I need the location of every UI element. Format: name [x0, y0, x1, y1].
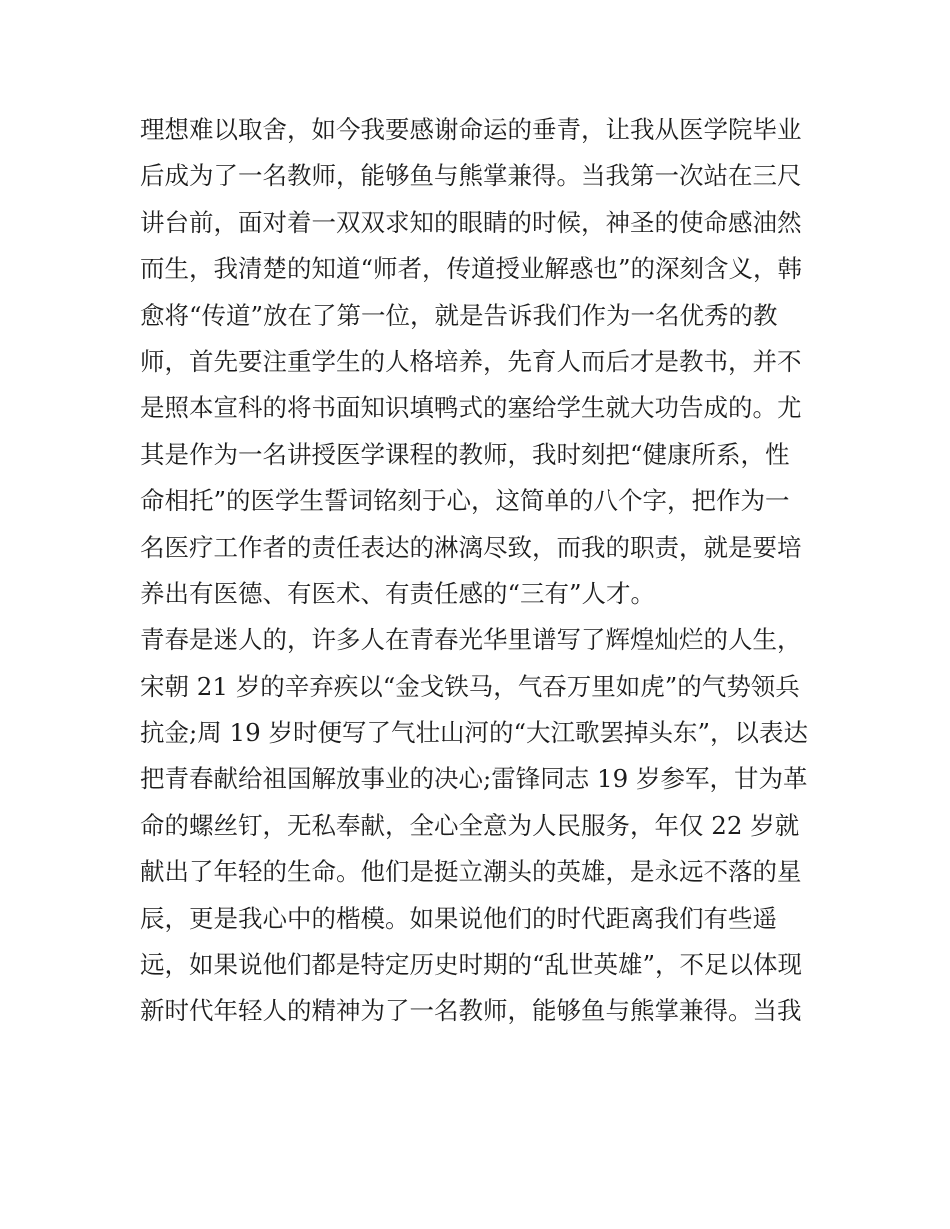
text-line: 抗金;周 19 岁时便写了气壮山河的“大江歌罢掉头东”，以表达	[140, 718, 809, 748]
text-line: 把青春献给祖国解放事业的决心;雷锋同志 19 岁参军，甘为革	[140, 764, 808, 794]
text-line: 远，如果说他们都是特定历史时期的“乱世英雄”，不足以体现	[140, 950, 803, 980]
text-line: 宋朝 21 岁的辛弃疾以“金戈铁马，气吞万里如虎”的气势领兵	[140, 671, 800, 701]
text-line: 理想难以取舍，如今我要感谢命运的垂青，让我从医学院毕业	[140, 115, 802, 144]
text-line: 愈将“传道”放在了第一位，就是告诉我们作为一名优秀的教	[140, 300, 778, 330]
text-line: 青春是迷人的，许多人在青春光华里谱写了辉煌灿烂的人生，	[140, 625, 802, 655]
text-line: 名医疗工作者的责任表达的淋漓尽致，而我的职责，就是要培	[140, 532, 802, 562]
text-line: 命的螺丝钉，无私奉献，全心全意为人民服务，年仅 22 岁就	[140, 810, 800, 840]
body-text	[140, 107, 820, 1035]
text-line: 养出有医德、有医术、有责任感的“三有”人才。	[140, 578, 656, 608]
text-line: 后成为了一名教师，能够鱼与熊掌兼得。当我第一次站在三尺	[140, 161, 802, 191]
text-line: 献出了年轻的生命。他们是挺立潮头的英雄，是永远不落的星	[140, 857, 802, 887]
text-line: 辰，更是我心中的楷模。如果说他们的时代距离我们有些遥	[140, 903, 777, 933]
text-line: 新时代年轻人的精神为了一名教师，能够鱼与熊掌兼得。当我	[140, 996, 802, 1026]
text-line: 讲台前，面对着一双双求知的眼睛的时候，神圣的使命感油然	[140, 207, 802, 237]
text-line: 师，首先要注重学生的人格培养，先育人而后才是教书，并不	[140, 346, 802, 376]
text-line: 其是作为一名讲授医学课程的教师，我时刻把“健康所系，性	[140, 439, 790, 469]
text-line: 是照本宣科的将书面知识填鸭式的塞给学生就大功告成的。尤	[140, 393, 802, 423]
text-line: 而生，我清楚的知道“师者，传道授业解惑也”的深刻含义，韩	[140, 254, 803, 284]
text-line: 命相托”的医学生誓词铭刻于心，这简单的八个字，把作为一	[140, 486, 790, 516]
